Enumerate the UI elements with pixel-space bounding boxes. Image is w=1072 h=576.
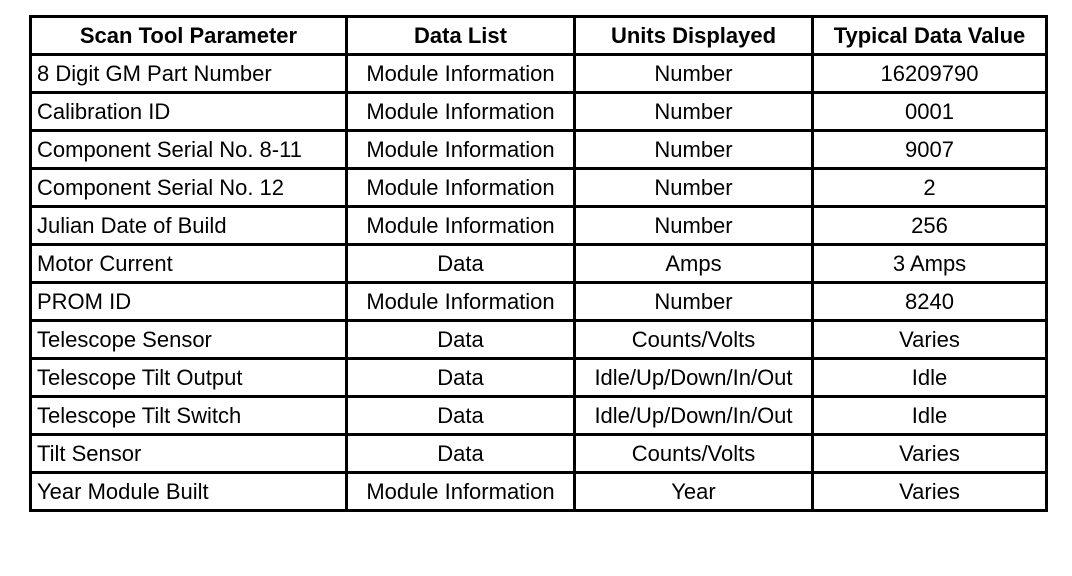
data-list-cell: Data bbox=[347, 359, 575, 397]
data-list-cell: Module Information bbox=[347, 207, 575, 245]
typical-value-cell: 16209790 bbox=[813, 55, 1047, 93]
parameter-cell: Telescope Sensor bbox=[31, 321, 347, 359]
parameter-cell: Telescope Tilt Output bbox=[31, 359, 347, 397]
table-row bbox=[31, 169, 1047, 207]
units-cell: Year bbox=[575, 473, 813, 511]
parameter-cell: Telescope Tilt Switch bbox=[31, 397, 347, 435]
table-row bbox=[31, 435, 1047, 473]
parameter-cell: Year Module Built bbox=[31, 473, 347, 511]
typical-value-cell: 8240 bbox=[813, 283, 1047, 321]
units-cell: Number bbox=[575, 169, 813, 207]
parameter-cell: Calibration ID bbox=[31, 93, 347, 131]
header-units-displayed: Units Displayed bbox=[575, 17, 813, 55]
parameter-cell: Component Serial No. 12 bbox=[31, 169, 347, 207]
parameter-cell: 8 Digit GM Part Number bbox=[31, 55, 347, 93]
data-list-cell: Module Information bbox=[347, 169, 575, 207]
units-cell: Idle/Up/Down/In/Out bbox=[575, 397, 813, 435]
typical-value-cell: 0001 bbox=[813, 93, 1047, 131]
parameter-cell: Motor Current bbox=[31, 245, 347, 283]
data-list-cell: Module Information bbox=[347, 55, 575, 93]
units-cell: Amps bbox=[575, 245, 813, 283]
data-list-cell: Module Information bbox=[347, 131, 575, 169]
typical-value-cell: 9007 bbox=[813, 131, 1047, 169]
typical-value-cell: 256 bbox=[813, 207, 1047, 245]
units-cell: Counts/Volts bbox=[575, 321, 813, 359]
typical-value-cell: Varies bbox=[813, 321, 1047, 359]
units-cell: Number bbox=[575, 283, 813, 321]
data-list-cell: Data bbox=[347, 321, 575, 359]
units-cell: Number bbox=[575, 55, 813, 93]
units-cell: Idle/Up/Down/In/Out bbox=[575, 359, 813, 397]
table-row bbox=[31, 93, 1047, 131]
typical-value-cell: Varies bbox=[813, 473, 1047, 511]
scan-tool-parameter-table bbox=[29, 15, 1048, 512]
table-row bbox=[31, 473, 1047, 511]
table-row bbox=[31, 359, 1047, 397]
data-list-cell: Data bbox=[347, 435, 575, 473]
units-cell: Number bbox=[575, 93, 813, 131]
typical-value-cell: Idle bbox=[813, 397, 1047, 435]
parameter-cell: PROM ID bbox=[31, 283, 347, 321]
header-data-list: Data List bbox=[347, 17, 575, 55]
table-row bbox=[31, 131, 1047, 169]
table-row bbox=[31, 55, 1047, 93]
data-list-cell: Module Information bbox=[347, 93, 575, 131]
units-cell: Number bbox=[575, 207, 813, 245]
typical-value-cell: Varies bbox=[813, 435, 1047, 473]
table-row bbox=[31, 245, 1047, 283]
units-cell: Counts/Volts bbox=[575, 435, 813, 473]
data-list-cell: Data bbox=[347, 397, 575, 435]
typical-value-cell: Idle bbox=[813, 359, 1047, 397]
units-cell: Number bbox=[575, 131, 813, 169]
parameter-cell: Component Serial No. 8-11 bbox=[31, 131, 347, 169]
table-row bbox=[31, 207, 1047, 245]
table-row bbox=[31, 397, 1047, 435]
data-list-cell: Module Information bbox=[347, 283, 575, 321]
table-row bbox=[31, 321, 1047, 359]
parameter-cell: Tilt Sensor bbox=[31, 435, 347, 473]
data-list-cell: Data bbox=[347, 245, 575, 283]
data-list-cell: Module Information bbox=[347, 473, 575, 511]
typical-value-cell: 2 bbox=[813, 169, 1047, 207]
header-row bbox=[31, 17, 1047, 55]
typical-value-cell: 3 Amps bbox=[813, 245, 1047, 283]
parameter-cell: Julian Date of Build bbox=[31, 207, 347, 245]
header-scan-tool-parameter: Scan Tool Parameter bbox=[31, 17, 347, 55]
table-row bbox=[31, 283, 1047, 321]
header-typical-data-value: Typical Data Value bbox=[813, 17, 1047, 55]
